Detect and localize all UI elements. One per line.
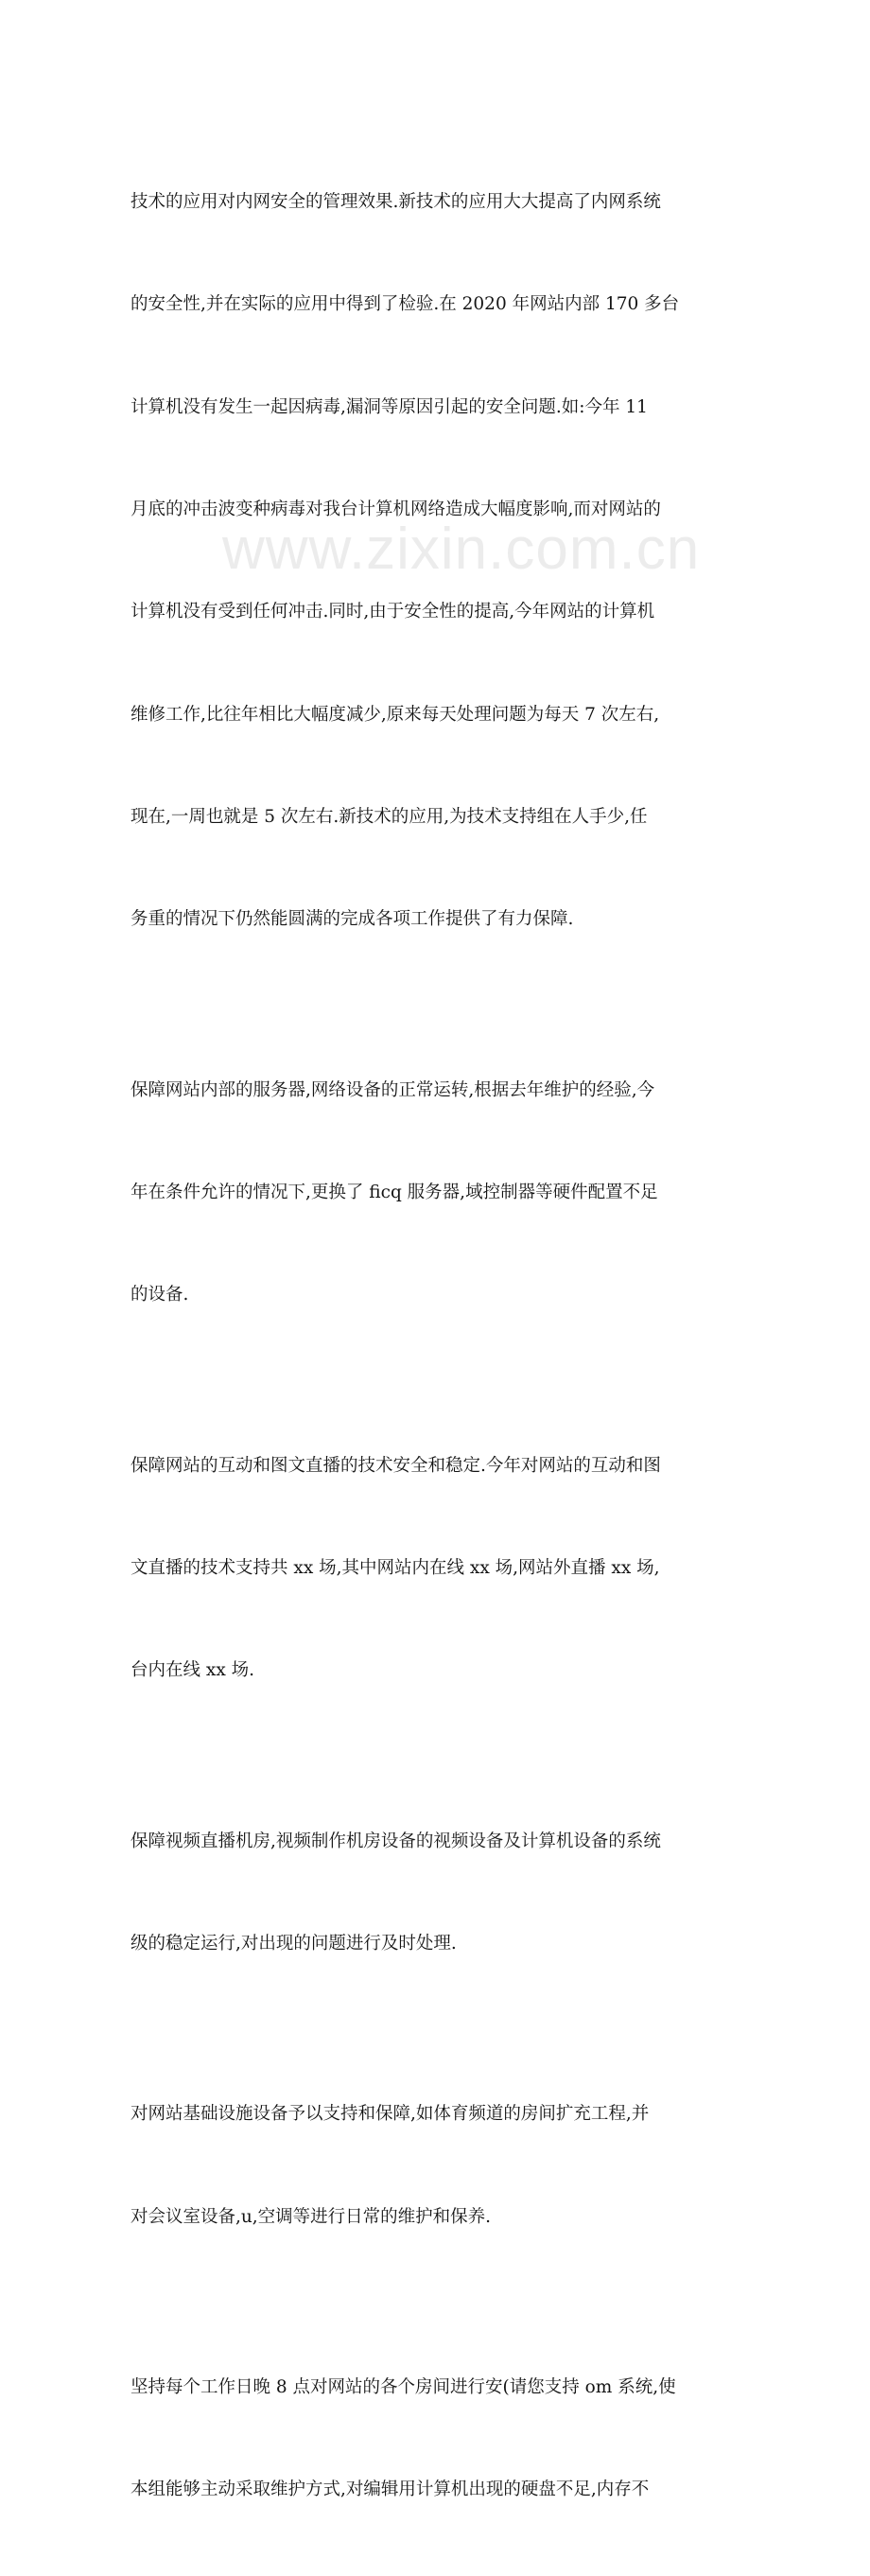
text-line: 对会议室设备,u,空调等进行日常的维护和保养. xyxy=(130,2206,492,2227)
paragraph-live-broadcast xyxy=(130,1380,745,1756)
watermark: www.zixin.com.cn xyxy=(222,517,701,582)
text-line: 台内在线 xx 场. xyxy=(130,1660,255,1681)
text-line: 的安全性,并在实际的应用中得到了检验.在 2020 年网站内部 170 多台 xyxy=(130,294,680,315)
text-line: 年在条件允许的情况下,更换了 ficq 服务器,域控制器等硬件配置不足 xyxy=(130,1182,658,1202)
text-line: 计算机没有受到任何冲击.同时,由于安全性的提高,今年网站的计算机 xyxy=(130,602,655,622)
paragraph-infrastructure xyxy=(130,2029,745,2303)
text-line: 级的稳定运行,对出现的问题进行及时处理. xyxy=(130,1933,457,1954)
paragraph-servers xyxy=(130,1005,745,1380)
document-body xyxy=(130,117,745,2576)
text-line: 现在,一周也就是 5 次左右.新技术的应用,为技术支持组在人手少,任 xyxy=(130,806,648,827)
text-line: 保障网站内部的服务器,网络设备的正常运转,根据去年维护的经验,今 xyxy=(130,1079,655,1100)
text-line: 月底的冲击波变种病毒对我台计算机网络造成大幅度影响,而对网站的 xyxy=(130,499,661,520)
text-line: 计算机没有发生一起因病毒,漏洞等原因引起的安全问题.如:今年 11 xyxy=(130,396,648,417)
text-line: 务重的情况下仍然能圆满的完成各项工作提供了有力保障. xyxy=(130,909,574,930)
text-line: 的设备. xyxy=(130,1285,189,1306)
paragraph-tech-application xyxy=(130,117,745,1005)
text-line: 保障网站的互动和图文直播的技术安全和稳定.今年对网站的互动和图 xyxy=(130,1455,661,1476)
text-line: 技术的应用对内网安全的管理效果.新技术的应用大大提高了内网系统 xyxy=(130,192,661,213)
paragraph-video-room xyxy=(130,1757,745,2030)
text-line: 坚持每个工作日晚 8 点对网站的各个房间进行安(请您支持 om 系统,使 xyxy=(130,2377,676,2398)
text-line: 维修工作,比往年相比大幅度减少,原来每天处理问题为每天 7 次左右, xyxy=(130,704,660,725)
text-line: 保障视频直播机房,视频制作机房设备的视频设备及计算机设备的系统 xyxy=(130,1831,661,1851)
text-line: 文直播的技术支持共 xx 场,其中网站内在线 xx 场,网站外直播 xx 场, xyxy=(130,1557,660,1578)
text-line: 本组能够主动采取维护方式,对编辑用计算机出现的硬盘不足,内存不 xyxy=(130,2480,650,2500)
text-line: 对网站基础设施设备予以支持和保障,如体育频道的房间扩充工程,并 xyxy=(130,2104,650,2125)
paragraph-daily-check xyxy=(130,2303,745,2576)
